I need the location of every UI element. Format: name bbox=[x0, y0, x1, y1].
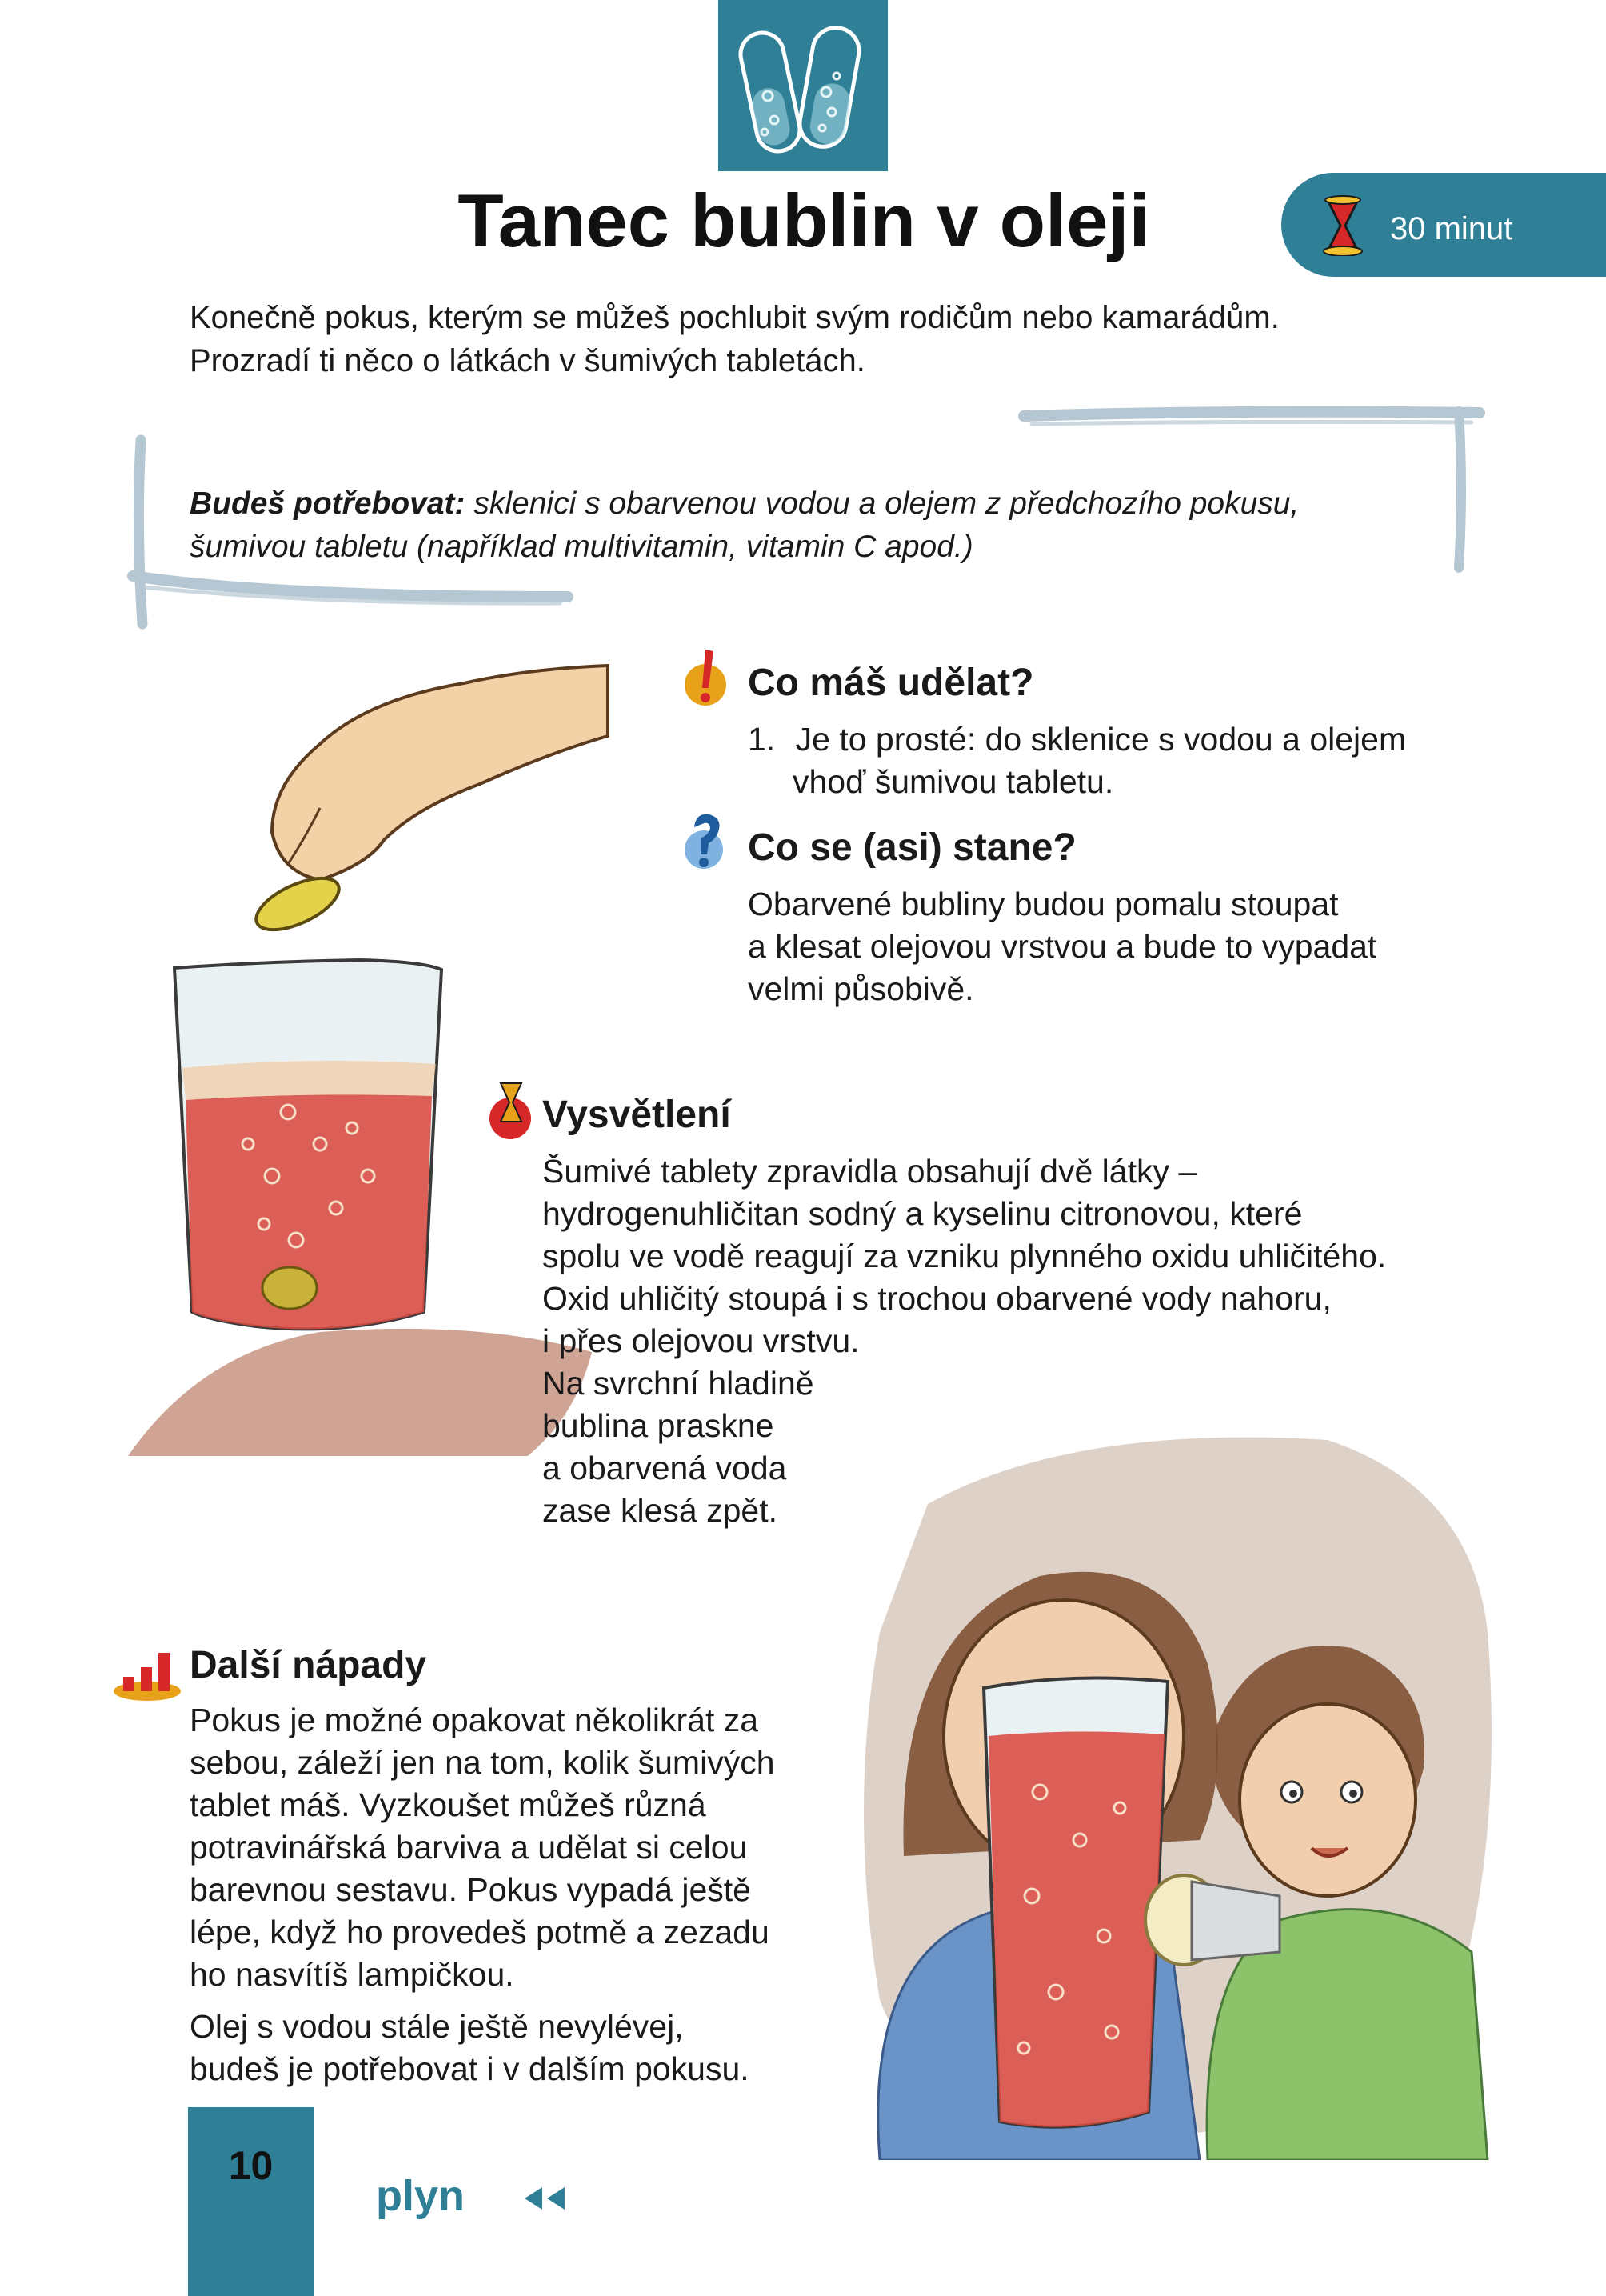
children-with-glass-illustration bbox=[832, 1392, 1520, 2160]
section-heading: Co máš udělat? bbox=[748, 662, 1034, 704]
intro-text bbox=[190, 296, 1389, 382]
page-title: Tanec bublin v oleji bbox=[457, 178, 1150, 262]
time-badge bbox=[1281, 173, 1606, 277]
test-tubes-with-bubbles-icon bbox=[718, 0, 888, 171]
top-tab bbox=[718, 0, 888, 171]
section-heading: Další nápady bbox=[190, 1644, 427, 1686]
time-label: 30 minut bbox=[1390, 211, 1513, 246]
text-line: velmi působivě. bbox=[748, 970, 974, 1007]
text-line: tablet máš. Vyzkoušet můžeš různá bbox=[190, 1786, 706, 1823]
text-line: Na svrchní hladině bbox=[542, 1365, 814, 1402]
text-line: Obarvené bubliny budou pomalu stoupat bbox=[748, 886, 1339, 922]
text-line: Pokus je možné opakovat několikrát za bbox=[190, 1702, 759, 1738]
text-line: hydrogenuhličitan sodný a kyselinu citronovou, které bbox=[542, 1195, 1303, 1232]
step-text: vhoď šumivou tabletu. bbox=[793, 763, 1114, 800]
todo-step bbox=[748, 718, 1468, 803]
hourglass-icon bbox=[1315, 195, 1371, 256]
text-line: a obarvená voda bbox=[542, 1450, 787, 1486]
needs-text: sklenici s obarvenou vodou a olejem z předchozího pokusu, bbox=[473, 486, 1300, 521]
page-number-box bbox=[188, 2107, 314, 2296]
text-line: spolu ve vodě reagují za vzniku plynného oxidu uhličitého. bbox=[542, 1238, 1387, 1274]
double-arrow-left-icon[interactable] bbox=[518, 2184, 569, 2213]
text-line: barevnou sestavu. Pokus vypadá ještě bbox=[190, 1871, 751, 1908]
needs-text: šumivou tabletu (například multivitamin, vitamin C apod.) bbox=[190, 530, 973, 564]
text-line: Oxid uhličitý stoupá i s trochou obarvené vody nahoru, bbox=[542, 1280, 1332, 1317]
predict-text bbox=[748, 883, 1468, 1010]
needs-label: Budeš potřebovat: bbox=[190, 486, 465, 521]
text-line: potravinářská barviva a udělat si celou bbox=[190, 1829, 748, 1866]
needs-block bbox=[190, 482, 1437, 569]
text-line: Šumivé tablety zpravidla obsahují dvě látky – bbox=[542, 1153, 1197, 1190]
intro-line: Prozradí ti něco o látkách v šumivých tabletách. bbox=[190, 343, 865, 378]
text-line: sebou, záleží jen na tom, kolik šumivých bbox=[190, 1744, 775, 1781]
step-text: Je to prosté: do sklenice s vodou a olejem bbox=[795, 721, 1407, 758]
question-mark-icon bbox=[681, 810, 729, 872]
text-line: ho nasvítíš lampičkou. bbox=[190, 1956, 514, 1993]
page-number: 10 bbox=[228, 2143, 274, 2188]
bar-chart-icon bbox=[112, 1650, 192, 1701]
section-heading: Co se (asi) stane? bbox=[748, 826, 1077, 869]
step-number: 1. bbox=[748, 721, 776, 758]
text-line: budeš je potřebovat i v dalším pokusu. bbox=[190, 2050, 749, 2087]
text-line: i přes olejovou vrstvu. bbox=[542, 1322, 860, 1359]
intro-line: Konečně pokus, kterým se můžeš pochlubit svým rodičům nebo kamarádům. bbox=[190, 300, 1280, 335]
text-line: Olej s vodou stále ještě nevylévej, bbox=[190, 2008, 684, 2045]
text-line: bublina praskne bbox=[542, 1407, 774, 1444]
more-text bbox=[190, 1699, 869, 2090]
text-line: lépe, když ho provedeš potmě a zezadu bbox=[190, 1914, 769, 1950]
exclamation-mark-icon bbox=[681, 646, 729, 709]
section-heading: Vysvětlení bbox=[542, 1094, 731, 1136]
text-line: zase klesá zpět. bbox=[542, 1492, 777, 1529]
hourglass-explanation-icon bbox=[488, 1078, 536, 1141]
text-line: a klesat olejovou vrstvou a bude to vypadat bbox=[748, 928, 1377, 965]
chapter-label: plyn bbox=[376, 2172, 465, 2220]
